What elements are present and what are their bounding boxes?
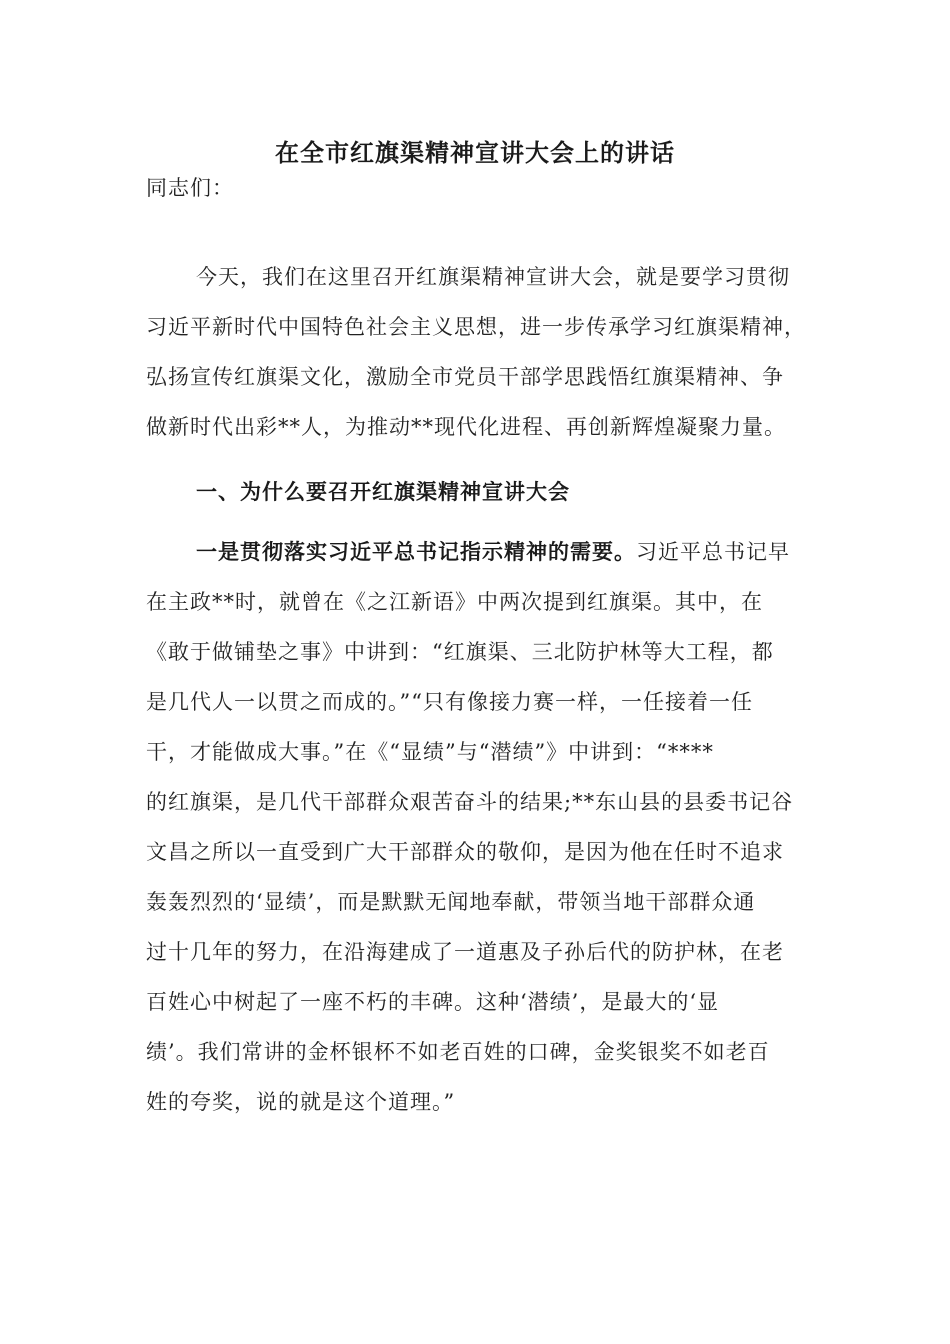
point-one-line: 绩’。我们常讲的金杯银杯不如老百姓的口碑，金奖银奖不如老百 bbox=[146, 1040, 770, 1064]
intro-line: 习近平新时代中国特色社会主义思想，进一步传承学习红旗渠精神， bbox=[146, 315, 806, 339]
intro-line: 今天，我们在这里召开红旗渠精神宣讲大会，就是要学习贯彻 bbox=[196, 265, 790, 289]
salutation: 同志们： bbox=[146, 176, 234, 200]
point-one-line: 轰轰烈烈的‘显绩’，而是默默无闻地奉献，带领当地干部群众通 bbox=[146, 890, 756, 914]
point-one-first-line-rest: 习近平总书记早 bbox=[636, 540, 790, 564]
section-heading: 一、为什么要召开红旗渠精神宣讲大会 bbox=[196, 479, 570, 504]
point-one-line: 干，才能做成大事。”在《“显绩”与“潜绩”》中讲到：“**** bbox=[146, 740, 714, 764]
point-one-line: 姓的夸奖，说的就是这个道理。” bbox=[146, 1090, 456, 1114]
intro-line: 做新时代出彩**人，为推动**现代化进程、再创新辉煌凝聚力量。 bbox=[146, 415, 786, 439]
intro-paragraph bbox=[146, 252, 806, 452]
point-one-line: 文昌之所以一直受到广大干部群众的敬仰，是因为他在任时不追求 bbox=[146, 840, 784, 864]
point-one-line: 《敢于做铺垫之事》中讲到：“红旗渠、三北防护林等大工程，都 bbox=[146, 640, 774, 664]
point-one-line: 过十几年的努力，在沿海建成了一道惠及子孙后代的防护林，在老 bbox=[146, 940, 784, 964]
point-one-first-line bbox=[146, 527, 806, 577]
intro-line: 弘扬宣传红旗渠文化，激励全市党员干部学思践悟红旗渠精神、争 bbox=[146, 365, 784, 389]
point-one-line: 是几代人一以贯之而成的。”“只有像接力赛一样，一任接着一任 bbox=[146, 690, 753, 714]
point-one-paragraph bbox=[146, 527, 806, 1127]
point-one-lead: 一是贯彻落实习近平总书记指示精神的需要。 bbox=[196, 539, 636, 564]
document-title: 在全市红旗渠精神宣讲大会上的讲话 bbox=[275, 138, 675, 167]
point-one-line: 的红旗渠，是几代干部群众艰苦奋斗的结果;**东山县的县委书记谷 bbox=[146, 790, 794, 814]
point-one-line: 在主政**时，就曾在《之江新语》中两次提到红旗渠。其中，在 bbox=[146, 590, 763, 614]
point-one-line: 百姓心中树起了一座不朽的丰碑。这种‘潜绩’，是最大的‘显 bbox=[146, 990, 720, 1014]
